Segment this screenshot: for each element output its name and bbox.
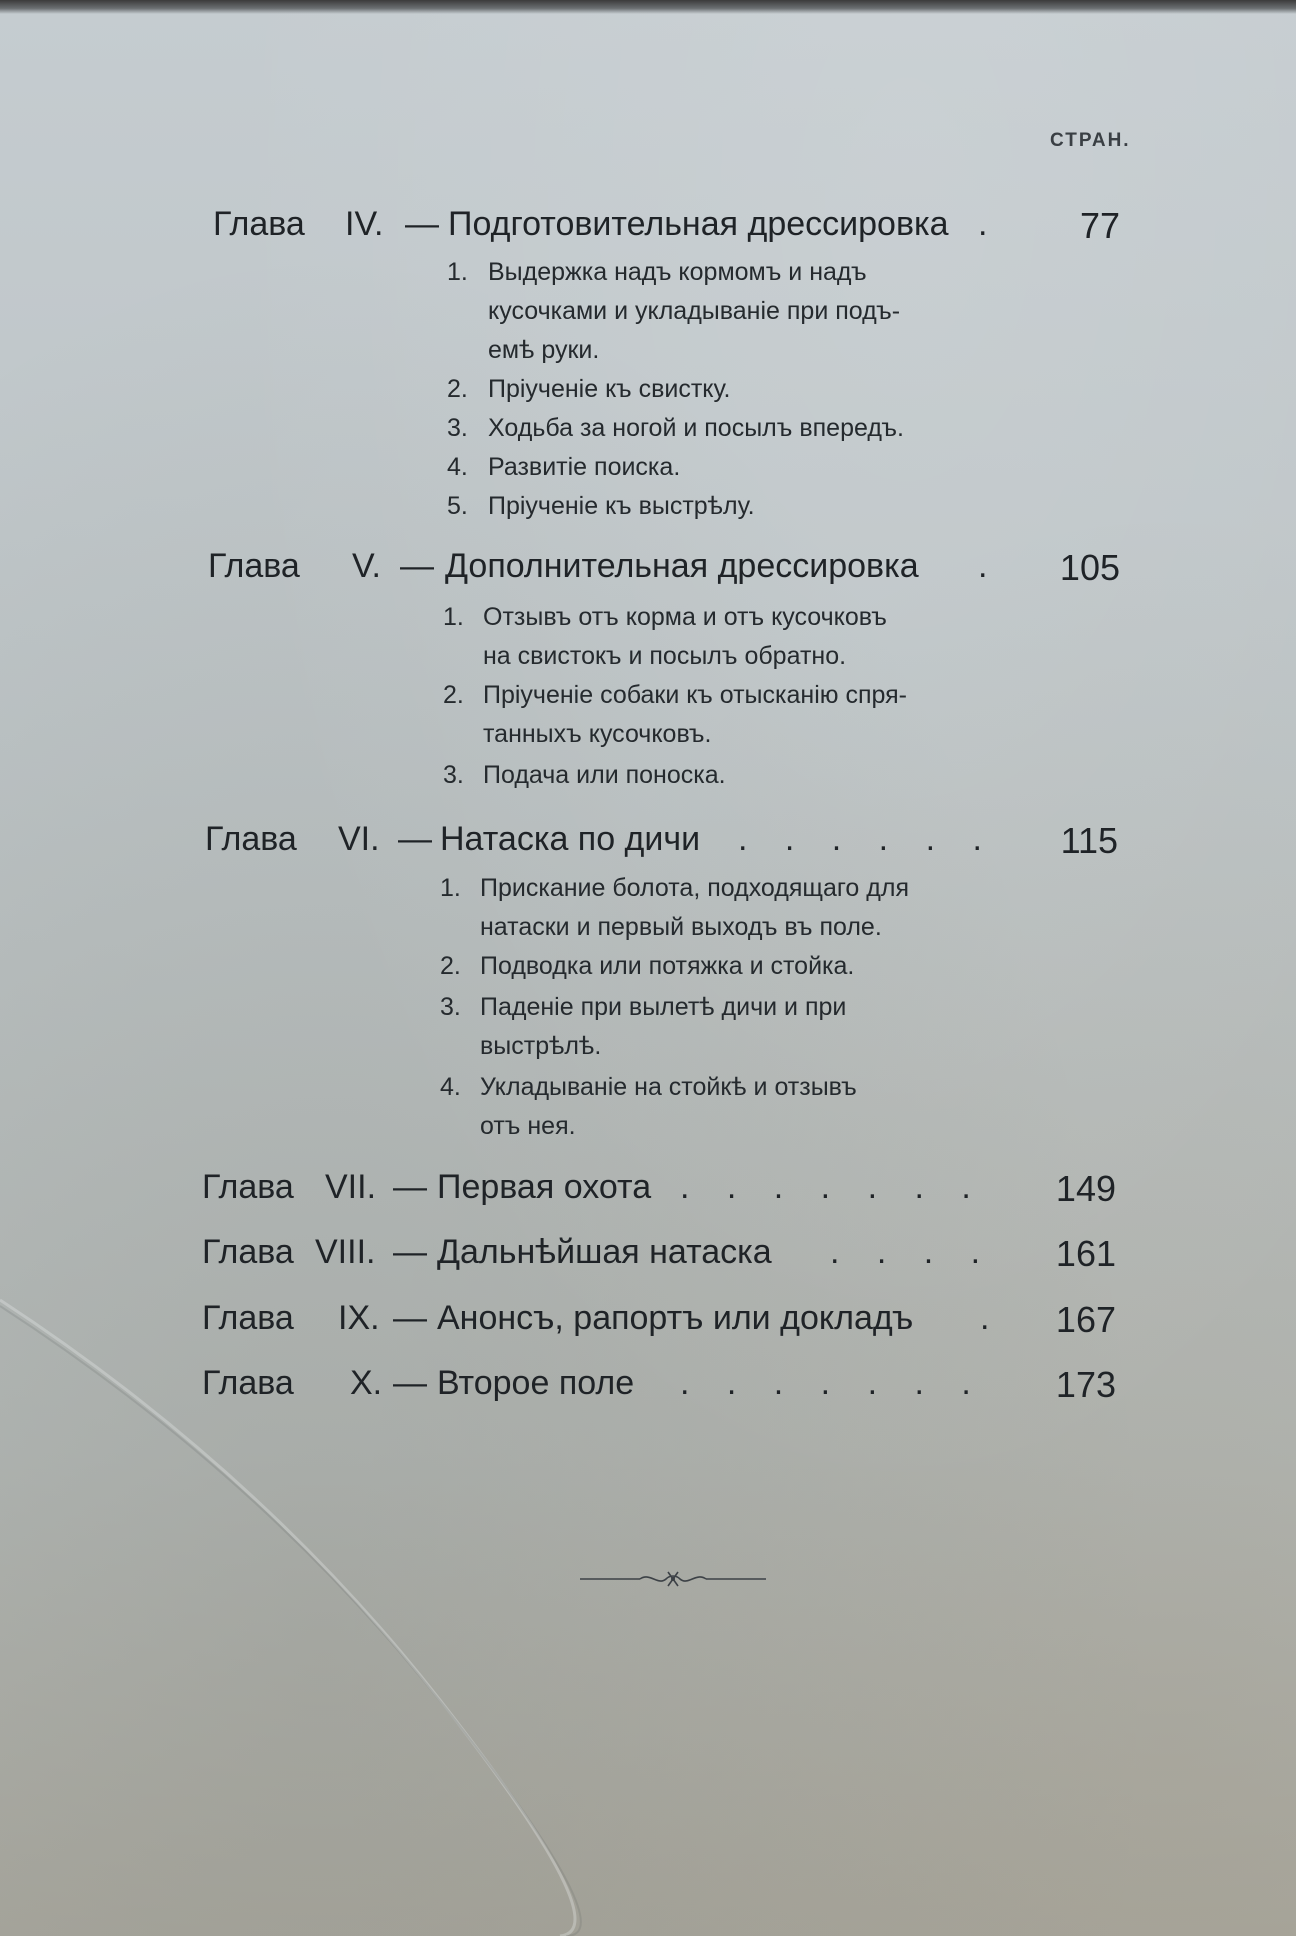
chapter-label: Глава xyxy=(202,1364,294,1402)
subsection-number: 1. xyxy=(447,258,468,286)
subsection-number: 1. xyxy=(443,603,464,631)
chapter-label: Глава xyxy=(202,1299,294,1337)
chapter-page-number: 105 xyxy=(1059,547,1120,588)
chapter-label: Глава xyxy=(202,1168,294,1206)
chapter-numeral: V. xyxy=(352,547,382,585)
chapter-label: Глава xyxy=(213,205,305,243)
chapter-page-number: 167 xyxy=(1055,1299,1116,1340)
subsection-line: Подача или поноска. xyxy=(483,761,726,789)
chapter-page-number: 77 xyxy=(1079,205,1120,246)
subsection-line: Пріученіе къ выстрѣлу. xyxy=(488,492,755,520)
chapter-title: Второе поле xyxy=(437,1364,635,1402)
chapter-leader-dots: . xyxy=(978,547,1002,585)
subsection-line: Паденіе при вылетѣ дичи и при xyxy=(480,993,847,1021)
subsection-line: Развитіе поиска. xyxy=(488,453,681,481)
subsection-line: выстрѣлѣ. xyxy=(480,1032,602,1060)
chapter-dash: — xyxy=(393,1299,427,1337)
chapter-numeral: VI. xyxy=(338,820,380,858)
subsection-number: 3. xyxy=(447,414,468,442)
subsection-line: Пріученіе къ свистку. xyxy=(488,375,731,403)
chapter-title: Дополнительная дрессировка xyxy=(445,547,919,585)
chapter-leader-dots: . xyxy=(980,1299,1004,1337)
subsection-number: 2. xyxy=(440,952,461,980)
chapter-leader-dots: . . . . xyxy=(830,1233,995,1271)
chapter-label: Глава xyxy=(208,547,300,585)
toc-chapter-entry xyxy=(0,205,1296,255)
chapter-title: Анонсъ, рапортъ или докладъ xyxy=(437,1299,914,1337)
page-top-edge xyxy=(0,0,1296,14)
subsection-line: натаски и первый выходъ въ поле. xyxy=(480,913,882,941)
subsection-line: Прискание болота, подходящаго для xyxy=(480,874,909,902)
chapter-label: Глава xyxy=(202,1233,294,1271)
chapter-label: Глава xyxy=(205,820,297,858)
chapter-page-number: 173 xyxy=(1055,1364,1116,1405)
chapter-numeral: VIII. xyxy=(315,1233,376,1271)
chapter-title: Первая охота xyxy=(437,1168,652,1206)
toc-chapter-entry xyxy=(0,1168,1296,1218)
subsection-number: 4. xyxy=(440,1073,461,1101)
toc-chapter-entry xyxy=(0,1233,1296,1283)
chapter-title: Подготовительная дрессировка xyxy=(448,205,949,243)
subsection-line: емѣ руки. xyxy=(488,336,600,364)
subsection-number: 5. xyxy=(447,492,468,520)
subsection-line: Пріученіе собаки къ отысканію спря- xyxy=(483,681,907,709)
chapter-dash: — xyxy=(405,205,439,243)
chapter-dash: — xyxy=(398,820,432,858)
chapter-page-number: 161 xyxy=(1055,1233,1116,1274)
chapter-title: Дальнѣйшая натаска xyxy=(437,1233,772,1271)
chapter-leader-dots: . . . . . . . xyxy=(680,1168,985,1206)
subsection-number: 4. xyxy=(447,453,468,481)
subsection-line: Подводка или потяжка и стойка. xyxy=(480,952,855,980)
subsection-line: Ходьба за ногой и посылъ впередъ. xyxy=(488,414,904,442)
subsection-line: Отзывъ отъ корма и отъ кусочковъ xyxy=(483,603,887,631)
subsection-line: Укладываніе на стойкѣ и отзывъ xyxy=(480,1073,857,1101)
subsection-number: 1. xyxy=(440,874,461,902)
chapter-dash: — xyxy=(393,1233,427,1271)
subsection-number: 2. xyxy=(447,375,468,403)
chapter-leader-dots: . xyxy=(978,205,1002,243)
subsection-number: 2. xyxy=(443,681,464,709)
end-ornament-icon xyxy=(580,1568,766,1590)
chapter-numeral: IX. xyxy=(338,1299,380,1337)
chapter-dash: — xyxy=(400,547,434,585)
chapter-numeral: X. xyxy=(350,1364,383,1402)
chapter-page-number: 115 xyxy=(1060,820,1118,861)
chapter-leader-dots: . . . . . . xyxy=(738,820,996,858)
subsection-line: Выдержка надъ кормомъ и надъ xyxy=(488,258,867,286)
subsection-line: отъ нея. xyxy=(480,1112,576,1140)
chapter-title: Натаска по дичи xyxy=(440,820,701,858)
toc-chapter-entry xyxy=(0,547,1296,597)
toc-chapter-entry xyxy=(0,820,1296,870)
toc-chapter-entry xyxy=(0,1299,1296,1349)
subsection-line: на свистокъ и посылъ обратно. xyxy=(483,642,847,670)
subsection-line: кусочками и укладываніе при подъ- xyxy=(488,297,901,325)
chapter-dash: — xyxy=(393,1364,427,1402)
chapter-numeral: VII. xyxy=(325,1168,377,1206)
subsection-number: 3. xyxy=(443,761,464,789)
chapter-leader-dots: . . . . . . . xyxy=(680,1364,985,1402)
subsection-line: танныхъ кусочковъ. xyxy=(483,720,712,748)
chapter-numeral: IV. xyxy=(345,205,384,243)
toc-chapter-entry xyxy=(0,1364,1296,1414)
chapter-dash: — xyxy=(393,1168,427,1206)
page-column-header: СТРАН. xyxy=(1050,130,1131,151)
subsection-number: 3. xyxy=(440,993,461,1021)
chapter-page-number: 149 xyxy=(1055,1168,1116,1209)
